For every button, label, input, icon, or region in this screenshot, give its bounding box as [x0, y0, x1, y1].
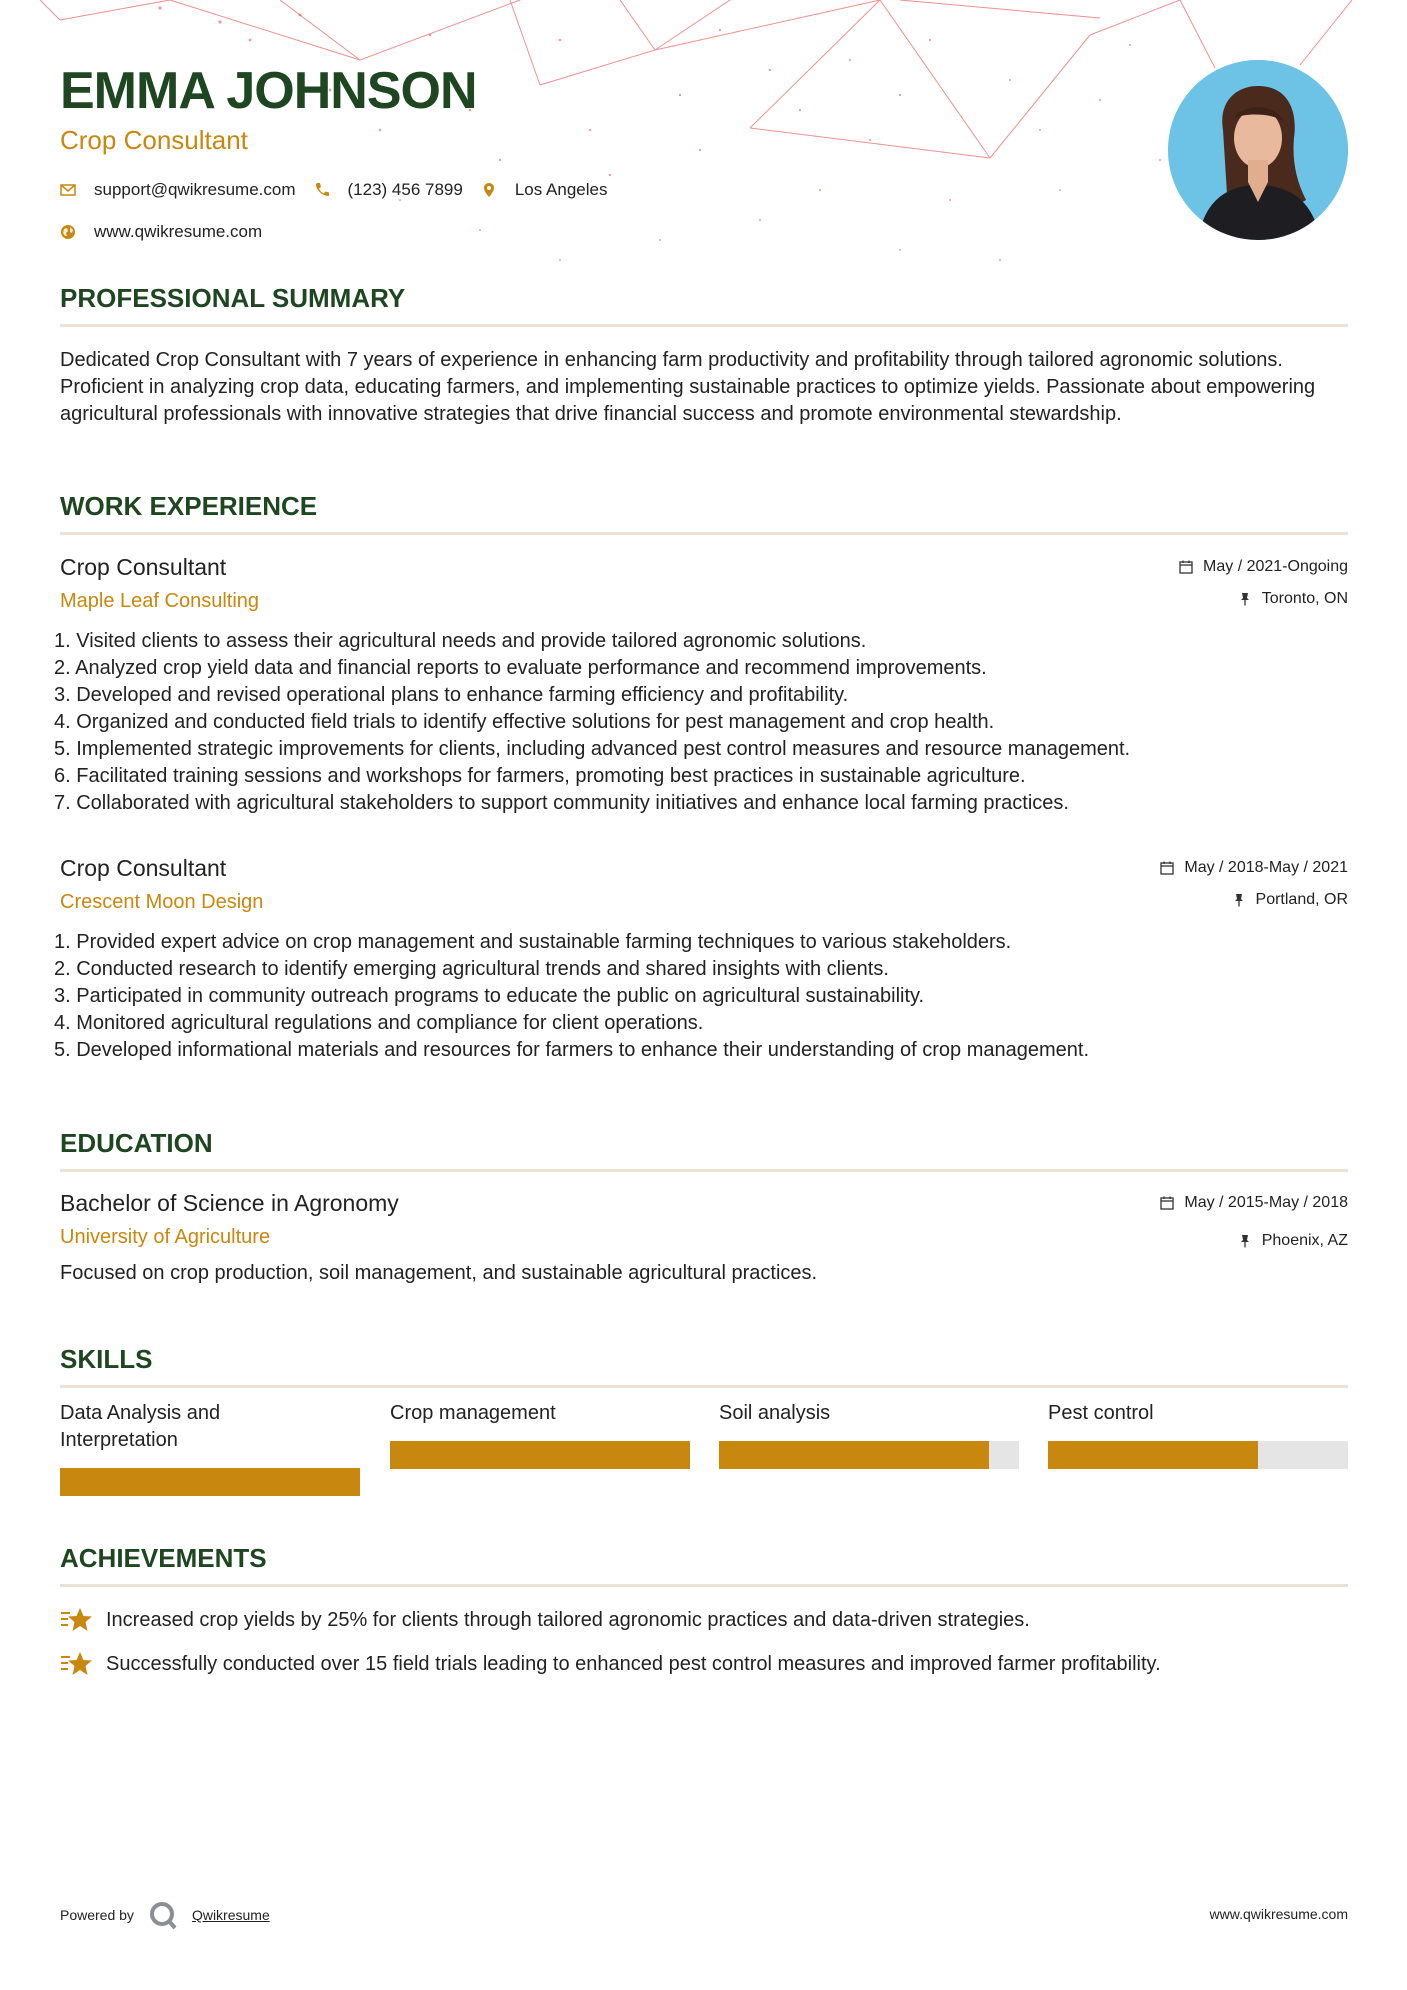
job-location-text: Portland, OR	[1255, 891, 1348, 908]
candidate-title: Crop Consultant	[60, 125, 248, 155]
job-location	[1238, 590, 1348, 608]
skill-bar-fill	[390, 1441, 690, 1469]
footer-url[interactable]: www.qwikresume.com	[1209, 1906, 1348, 1922]
section-divider	[60, 532, 1348, 535]
job-title: Crop Consultant	[60, 855, 227, 881]
list-item: 7. Collaborated with agricultural stakeholders to support community initiatives and enhance local farming practices.	[54, 792, 1069, 814]
envelope-icon	[60, 182, 76, 198]
star-achievement-icon	[60, 1649, 94, 1679]
job-date	[1160, 859, 1348, 877]
calendar-icon	[1179, 560, 1193, 574]
job-header	[60, 853, 1348, 915]
education-description: Focused on crop production, soil management, and sustainable agricultural practices.	[60, 1262, 818, 1284]
skill-bar	[1048, 1441, 1348, 1469]
skill-item	[60, 1400, 360, 1454]
location-text: Los Angeles	[514, 180, 608, 199]
skill-bar-fill	[1048, 1441, 1258, 1469]
job-date-text: May / 2021-Ongoing	[1203, 558, 1348, 575]
globe-icon	[60, 224, 76, 240]
skill-bar	[60, 1468, 360, 1496]
education-entry	[60, 1188, 1348, 1287]
experience-section	[60, 490, 1348, 535]
contact-row-2	[60, 220, 1160, 244]
skills-section	[60, 1343, 1348, 1388]
list-item: 4. Organized and conducted field trials to identify effective solutions for pest management and crop health.	[54, 711, 995, 733]
profile-photo	[1168, 60, 1348, 240]
job-date-text: May / 2018-May / 2021	[1184, 859, 1348, 876]
job-entry-1	[54, 552, 1348, 817]
degree-title: Bachelor of Science in Agronomy	[60, 1190, 399, 1216]
list-item: 2. Conducted research to identify emerging agricultural trends and shared insights with clients.	[54, 958, 889, 980]
skill-bar-fill	[60, 1468, 360, 1496]
achievement-item	[60, 1605, 1348, 1635]
job-bullets	[54, 929, 1348, 1064]
skill-bar-fill	[719, 1441, 989, 1469]
candidate-name: EMMA JOHNSON	[60, 62, 477, 120]
education-header	[60, 1188, 1348, 1250]
summary-heading: PROFESSIONAL SUMMARY	[60, 283, 406, 313]
education-location-text: Phoenix, AZ	[1261, 1232, 1348, 1249]
job-location-text: Toronto, ON	[1261, 590, 1348, 607]
skill-bar	[719, 1441, 1019, 1469]
phone-text: (123) 456 7899	[347, 180, 463, 199]
education-date-text: May / 2015-May / 2018	[1184, 1194, 1348, 1211]
footer-powered-by	[60, 1900, 270, 1930]
section-divider	[60, 324, 1348, 327]
job-company: Maple Leaf Consulting	[60, 590, 260, 612]
job-title: Crop Consultant	[60, 554, 227, 580]
skill-name: Data Analysis and Interpretation	[60, 1402, 221, 1451]
summary-section	[60, 282, 1348, 428]
list-item: 2. Analyzed crop yield data and financial reports to evaluate performance and recommend improvements.	[54, 657, 987, 679]
list-item: 4. Monitored agricultural regulations and compliance for client operations.	[54, 1012, 704, 1034]
list-item: 1. Provided expert advice on crop management and sustainable farming techniques to various stakeholders.	[54, 931, 1012, 953]
education-location	[1238, 1232, 1348, 1250]
portrait-illustration	[1168, 60, 1348, 240]
section-divider	[60, 1169, 1348, 1172]
achievement-text: Increased crop yields by 25% for clients through tailored agronomic practices and data-driven strategies.	[106, 1608, 1030, 1631]
achievements-heading: ACHIEVEMENTS	[60, 1543, 267, 1573]
skills-list	[60, 1400, 1348, 1510]
list-item: 6. Facilitated training sessions and workshops for farmers, promoting best practices in sustainable agriculture.	[54, 765, 1026, 787]
star-achievement-icon	[60, 1605, 94, 1635]
section-divider	[60, 1584, 1348, 1587]
powered-by-label: Powered by	[60, 1907, 134, 1923]
pushpin-icon	[1232, 893, 1246, 907]
education-section	[60, 1127, 1348, 1172]
skill-item	[1048, 1400, 1348, 1427]
qwikresume-logo-icon	[148, 1900, 178, 1930]
list-item: 3. Participated in community outreach programs to educate the public on agricultural sustainability.	[54, 985, 925, 1007]
pushpin-icon	[1238, 1234, 1252, 1248]
summary-text: Dedicated Crop Consultant with 7 years of experience in enhancing farm productivity and profitability through tailored agronomic solutions. Proficient in analyzing crop data, educating farmers, and implementing sustainable practices to optimize yields. Passionate about empowering agricultural professionals with innovative strategies that drive financial success and promote environmental stewardship.	[60, 349, 1316, 425]
skill-name: Soil analysis	[719, 1402, 831, 1424]
contact-phone[interactable]	[314, 180, 463, 200]
qwikresume-link[interactable]: Qwikresume	[191, 1907, 270, 1923]
experience-heading: WORK EXPERIENCE	[60, 491, 318, 521]
education-date	[1160, 1194, 1348, 1212]
job-entry-2	[54, 853, 1348, 1064]
achievement-item	[60, 1649, 1348, 1679]
calendar-icon	[1160, 861, 1174, 875]
skill-name: Crop management	[390, 1402, 556, 1424]
skill-item	[719, 1400, 1019, 1427]
achievement-text: Successfully conducted over 15 field trials leading to enhanced pest control measures and improved farmer profitability.	[106, 1652, 1161, 1675]
email-text: support@qwikresume.com	[94, 180, 296, 199]
job-location	[1232, 891, 1348, 909]
job-header	[60, 552, 1348, 614]
map-pin-icon	[481, 182, 497, 198]
contact-website[interactable]	[60, 222, 262, 242]
job-bullets	[54, 628, 1348, 817]
list-item: 5. Implemented strategic improvements for clients, including advanced pest control measures and resource management.	[54, 738, 1131, 760]
calendar-icon	[1160, 1196, 1174, 1210]
website-text: www.qwikresume.com	[94, 222, 263, 241]
education-heading: EDUCATION	[60, 1128, 213, 1158]
skill-name: Pest control	[1048, 1402, 1154, 1424]
skills-heading: SKILLS	[60, 1344, 153, 1374]
contact-email[interactable]	[60, 180, 296, 200]
school-name: University of Agriculture	[60, 1226, 271, 1248]
list-item: 1. Visited clients to assess their agricultural needs and provide tailored agronomic solutions.	[54, 630, 867, 652]
pushpin-icon	[1238, 592, 1252, 606]
phone-icon	[314, 182, 330, 198]
resume-header	[60, 58, 1160, 244]
list-item: 5. Developed informational materials and resources for farmers to enhance their understanding of crop management.	[54, 1039, 1090, 1061]
skill-bar	[390, 1441, 690, 1469]
job-date	[1179, 558, 1348, 576]
contact-row	[60, 178, 1160, 202]
contact-location	[481, 180, 608, 200]
list-item: 3. Developed and revised operational plans to enhance farming efficiency and profitability.	[54, 684, 849, 706]
section-divider	[60, 1385, 1348, 1388]
skill-item	[390, 1400, 690, 1427]
achievements-section	[60, 1542, 1348, 1587]
job-company: Crescent Moon Design	[60, 891, 264, 913]
